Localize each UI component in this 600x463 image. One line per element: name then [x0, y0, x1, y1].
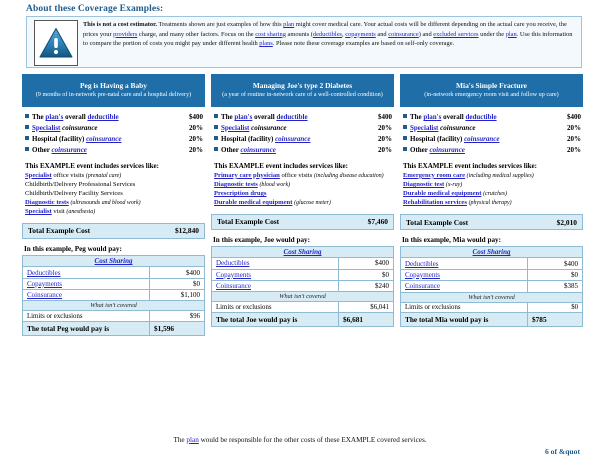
deductibles-link[interactable]: Deductibles [216, 259, 250, 268]
bullet-label [410, 134, 563, 145]
square-bullet-icon [214, 114, 218, 118]
total-row [23, 321, 205, 335]
square-bullet-icon [403, 136, 407, 140]
coinsurance-link[interactable]: coinsurance [388, 30, 419, 38]
deductibles-link[interactable]: deductibles [312, 30, 343, 38]
coinsurance-italic: coinsurance [251, 123, 287, 132]
coinsurance-link[interactable]: coinsurance [429, 145, 465, 154]
diagnostic-test-link[interactable]: Diagnostic test [403, 181, 445, 188]
bullet-hospital-coinsurance [25, 134, 203, 145]
specialist-link[interactable]: Specialist [410, 123, 439, 132]
bullet-hospital-coinsurance [403, 134, 581, 145]
service-note: (including disease education) [313, 172, 384, 179]
square-bullet-icon [25, 136, 29, 140]
bullet-value: 20% [189, 123, 203, 132]
services-block [211, 162, 394, 208]
column-title: Peg is Having a Baby [80, 80, 147, 90]
bullet-deductible [25, 112, 203, 123]
limits-label: Limits or exclusions [23, 311, 150, 321]
column-subtitle: (in-network emergency room visit and follow up care) [424, 91, 559, 99]
service-item [25, 181, 203, 190]
copayments-link[interactable]: Copayments [27, 279, 62, 288]
square-bullet-icon [403, 114, 407, 118]
bullet-value: $400 [567, 113, 581, 121]
deductibles-value: $400 [339, 258, 394, 269]
bullet-specialist-coinsurance [214, 123, 392, 134]
total-label: Total Example Cost [28, 226, 91, 236]
final-label: The total Joe would pay is [212, 312, 339, 326]
bullet-value: 20% [567, 123, 581, 132]
service-item [25, 172, 203, 181]
coinsurance-value: $240 [339, 281, 394, 292]
table-row [212, 302, 394, 312]
service-text: visit [51, 208, 67, 216]
bullet-mid: overall [63, 113, 88, 121]
rehabilitation-services-link[interactable]: Rehabilitation services [403, 199, 467, 207]
cost-table [400, 246, 583, 327]
table-row [212, 269, 394, 280]
coinsurance-value: $1,100 [150, 290, 205, 301]
total-label: Total Example Cost [217, 217, 280, 227]
service-item [214, 172, 392, 181]
table-row [23, 278, 205, 289]
bullet-list [211, 112, 394, 155]
service-note: (crutches) [483, 191, 507, 198]
services-heading: This EXAMPLE event includes services like: [214, 162, 348, 171]
bullet-pre: Hospital (facility) [410, 134, 465, 143]
bullet-label [221, 145, 374, 156]
service-text: Childbirth/Delivery Professional Services [25, 181, 136, 188]
bullet-value: 20% [378, 134, 392, 143]
cost-table [22, 255, 205, 336]
square-bullet-icon [25, 125, 29, 129]
limits-label: Limits or exclusions [212, 302, 339, 312]
services-block [22, 162, 205, 217]
bullet-label [32, 145, 185, 156]
final-label: The total Peg would pay is [23, 321, 150, 335]
coinsurance-link[interactable]: coinsurance [464, 134, 500, 143]
deductibles-link[interactable]: Deductibles [27, 268, 61, 277]
coinsurance-link[interactable]: Coinsurance [216, 282, 251, 291]
coverage-column-mia [400, 74, 583, 336]
total-example-cost-bar [400, 214, 583, 230]
durable-medical-equipment-link[interactable]: Durable medical equipment [214, 199, 293, 207]
deductible-link[interactable]: deductible [87, 113, 119, 121]
coinsurance-link[interactable]: Coinsurance [405, 282, 440, 291]
specialist-link[interactable]: Specialist [221, 123, 250, 132]
bullet-value: 20% [189, 145, 203, 154]
limits-value: $6,041 [339, 302, 394, 312]
service-note: (x-ray) [445, 182, 463, 188]
coinsurance-link[interactable]: coinsurance [240, 145, 276, 154]
bullet-pre: The [32, 113, 46, 121]
column-header-joe [211, 74, 394, 107]
column-title: Mia's Simple Fracture [456, 80, 527, 90]
limits-label: Limits or exclusions [401, 302, 528, 312]
notice-box [26, 16, 582, 68]
bullet-other-coinsurance [25, 145, 203, 156]
plan-link[interactable]: plan's [234, 113, 253, 121]
bullet-pre: The [410, 113, 424, 121]
service-item [403, 181, 581, 190]
total-row [401, 312, 583, 326]
footer-note [0, 436, 600, 444]
cost-sharing-link[interactable]: Cost Sharing [94, 257, 133, 266]
cost-sharing-link[interactable]: Cost Sharing [283, 248, 322, 257]
coinsurance-link[interactable]: coinsurance [275, 134, 311, 143]
service-note: (physical therapy) [468, 200, 512, 207]
final-value: $1,596 [150, 321, 205, 335]
copayments-link[interactable]: Copayments [405, 270, 440, 279]
column-header-peg [22, 74, 205, 107]
bullet-value: 20% [378, 123, 392, 132]
bullet-pre: Other [410, 145, 430, 154]
primary-care-physician-link[interactable]: Primary care physician [214, 171, 280, 179]
bullet-deductible [403, 112, 581, 123]
coinsurance-value: $385 [528, 281, 583, 292]
footer-post: would be responsible for the other costs of these EXAMPLE covered services. [198, 436, 427, 444]
service-note: (including medical supplies) [466, 172, 534, 179]
service-note: (prenatal care) [85, 172, 122, 179]
in-this-example-label: In this example, Mia would pay: [402, 236, 502, 245]
service-text: office visits [51, 171, 86, 179]
bullet-pre: The [221, 113, 235, 121]
coinsurance-link[interactable]: coinsurance [51, 145, 87, 154]
copayments-value: $0 [528, 269, 583, 280]
specialist-link[interactable]: Specialist [32, 123, 61, 132]
final-value: $6,681 [339, 312, 394, 326]
services-heading: This EXAMPLE event includes services like: [25, 162, 159, 171]
table-row [401, 302, 583, 312]
prescription-drugs-link[interactable]: Prescription drugs [214, 190, 267, 198]
bullet-label [410, 123, 563, 134]
page-title: About these Coverage Examples: [26, 4, 164, 14]
bullet-mid: overall [252, 113, 277, 121]
diagnostic-tests-link[interactable]: Diagnostic tests [214, 181, 258, 188]
square-bullet-icon [25, 114, 29, 118]
total-value: $12,840 [174, 226, 199, 236]
limits-value: $0 [528, 302, 583, 312]
bullet-label [32, 134, 185, 145]
table-row [212, 258, 394, 269]
coinsurance-link[interactable]: coinsurance [86, 134, 122, 143]
service-item [214, 199, 392, 208]
plan-link[interactable]: plan [186, 436, 199, 444]
coverage-column-peg [22, 74, 205, 336]
table-row [23, 311, 205, 321]
deductible-link[interactable]: deductible [276, 113, 308, 121]
providers-link[interactable]: providers [113, 30, 138, 38]
notice-t10: . Please note these coverage examples are based on self-only coverage. [272, 40, 455, 48]
square-bullet-icon [403, 147, 407, 151]
coinsurance-link[interactable]: Coinsurance [27, 291, 62, 300]
plan-link[interactable]: plan's [423, 113, 442, 121]
copayments-link[interactable]: copayments [345, 30, 376, 38]
notice-t4: amounts ( [285, 30, 313, 38]
service-item [25, 199, 203, 208]
limits-value: $96 [150, 311, 205, 321]
total-value: $2,010 [556, 217, 577, 227]
table-row [23, 267, 205, 278]
cost-table [211, 246, 394, 327]
bullet-label [32, 112, 185, 123]
bullet-value: $400 [189, 113, 203, 121]
cost-sharing-banner [23, 255, 205, 266]
final-value: $785 [528, 312, 583, 326]
notice-t6: and [375, 30, 389, 38]
service-note: (ultrasounds and blood work) [70, 200, 141, 207]
total-row [212, 312, 394, 326]
square-bullet-icon [214, 147, 218, 151]
bullet-label [221, 123, 374, 134]
notice-lead: This is not a cost estimator. [83, 21, 157, 28]
services-heading: This EXAMPLE event includes services like: [403, 162, 537, 171]
bullet-value: $400 [378, 113, 392, 121]
total-example-cost-bar [211, 214, 394, 230]
bullet-specialist-coinsurance [403, 123, 581, 134]
cost-sharing-link[interactable]: cost sharing [255, 30, 286, 38]
service-text: office visits [279, 171, 314, 179]
bullet-pre: Hospital (facility) [32, 134, 87, 143]
cost-sharing-banner [212, 246, 394, 257]
diagnostic-tests-link[interactable]: Diagnostic tests [25, 199, 69, 207]
square-bullet-icon [214, 125, 218, 129]
deductibles-value: $400 [150, 267, 205, 278]
bullet-pre: Other [32, 145, 52, 154]
coverage-columns [22, 74, 584, 336]
column-title: Managing Joe's type 2 Diabetes [252, 80, 353, 90]
total-label: Total Example Cost [406, 217, 469, 227]
coverage-column-joe [211, 74, 394, 336]
bullet-pre: Other [221, 145, 241, 154]
bullet-label [221, 134, 374, 145]
bullet-label [410, 145, 563, 156]
notice-t8: under the [478, 30, 506, 38]
column-header-mia [400, 74, 583, 107]
plan-link-2[interactable]: plan [505, 30, 517, 38]
notice-t2: might cover medical care. Your actual costs will be different depending on the actual care you receive, the prices your [83, 21, 567, 38]
total-value: $7,460 [367, 217, 388, 227]
final-label: The total Mia would pay is [401, 312, 528, 326]
service-item [403, 172, 581, 181]
notice-t1: Treatments shown are just examples of how this [156, 21, 284, 28]
bullet-list [22, 112, 205, 155]
service-note: (anesthesia) [66, 209, 96, 216]
service-item [214, 190, 392, 199]
bullet-value: 20% [567, 134, 581, 143]
notice-icon-container [27, 17, 83, 68]
emergency-room-care-link[interactable]: Emergency room care [403, 171, 466, 179]
service-item [25, 208, 203, 217]
copayments-value: $0 [339, 269, 394, 280]
bullet-list [400, 112, 583, 155]
square-bullet-icon [25, 147, 29, 151]
column-subtitle: (9 months of in-network pre-natal care and a hospital delivery) [35, 91, 192, 99]
bullet-other-coinsurance [214, 145, 392, 156]
specialist-link[interactable]: Specialist [25, 208, 52, 216]
what-isnt-covered-banner: What isn't covered [212, 292, 394, 302]
coinsurance-italic: coinsurance [62, 123, 98, 132]
bullet-pre: Hospital (facility) [221, 134, 276, 143]
copayments-link[interactable]: Copayments [216, 270, 251, 279]
page-number: 6 of &quot [544, 447, 580, 456]
service-text: Childbirth/Delivery Facility Services [25, 190, 123, 198]
notice-t3: charge, and many other factors. Focus on the [137, 30, 256, 38]
service-item [214, 181, 392, 190]
service-item [25, 190, 203, 199]
table-row [401, 281, 583, 292]
specialist-link[interactable]: Specialist [25, 171, 52, 179]
square-bullet-icon [403, 125, 407, 129]
in-this-example-label: In this example, Joe would pay: [213, 235, 311, 244]
total-example-cost-bar [22, 223, 205, 239]
in-this-example-label: In this example, Peg would pay: [24, 244, 122, 253]
plans-link[interactable]: plans [259, 40, 273, 48]
plan-link-1[interactable]: plan [283, 21, 295, 28]
column-subtitle: (a year of routine in-network care of a well-controlled condition) [222, 91, 383, 99]
bullet-value: 20% [189, 134, 203, 143]
warning-triangle-icon [34, 20, 78, 66]
bullet-hospital-coinsurance [214, 134, 392, 145]
what-isnt-covered-banner: What isn't covered [401, 292, 583, 302]
bullet-label [221, 112, 374, 123]
bullet-label [410, 112, 563, 123]
bullet-value: 20% [567, 145, 581, 154]
copayments-value: $0 [150, 278, 205, 289]
coinsurance-italic: coinsurance [440, 123, 476, 132]
bullet-value: 20% [378, 145, 392, 154]
bullet-specialist-coinsurance [25, 123, 203, 134]
table-row [401, 258, 583, 269]
bullet-mid: overall [441, 113, 466, 121]
what-isnt-covered-banner: What isn't covered [23, 301, 205, 311]
deductibles-value: $400 [528, 258, 583, 269]
notice-text [83, 17, 581, 51]
services-block [400, 162, 583, 208]
bullet-label [32, 123, 185, 134]
notice-t7: ) and [418, 30, 434, 38]
table-row [23, 290, 205, 301]
excluded-services-link[interactable]: excluded services [433, 30, 479, 38]
notice-t9: . Use this information to compare the portion of costs you might pay under different health [83, 30, 573, 48]
square-bullet-icon [214, 136, 218, 140]
footer-pre: The [173, 436, 187, 444]
service-note: (glucose meter) [294, 200, 331, 207]
table-row [401, 269, 583, 280]
deductibles-link[interactable]: Deductibles [405, 259, 439, 268]
plan-link[interactable]: plan's [45, 113, 64, 121]
durable-medical-equipment-link[interactable]: Durable medical equipment [403, 190, 482, 198]
service-item [403, 199, 581, 208]
bullet-deductible [214, 112, 392, 123]
deductible-link[interactable]: deductible [465, 113, 497, 121]
notice-t5: , [342, 30, 346, 38]
cost-sharing-banner [401, 247, 583, 258]
service-note: (blood work) [259, 182, 291, 188]
cost-sharing-link[interactable]: Cost Sharing [472, 248, 511, 257]
service-item [403, 190, 581, 199]
table-row [212, 281, 394, 292]
warning-triangle-glyph [39, 27, 73, 59]
bullet-other-coinsurance [403, 145, 581, 156]
